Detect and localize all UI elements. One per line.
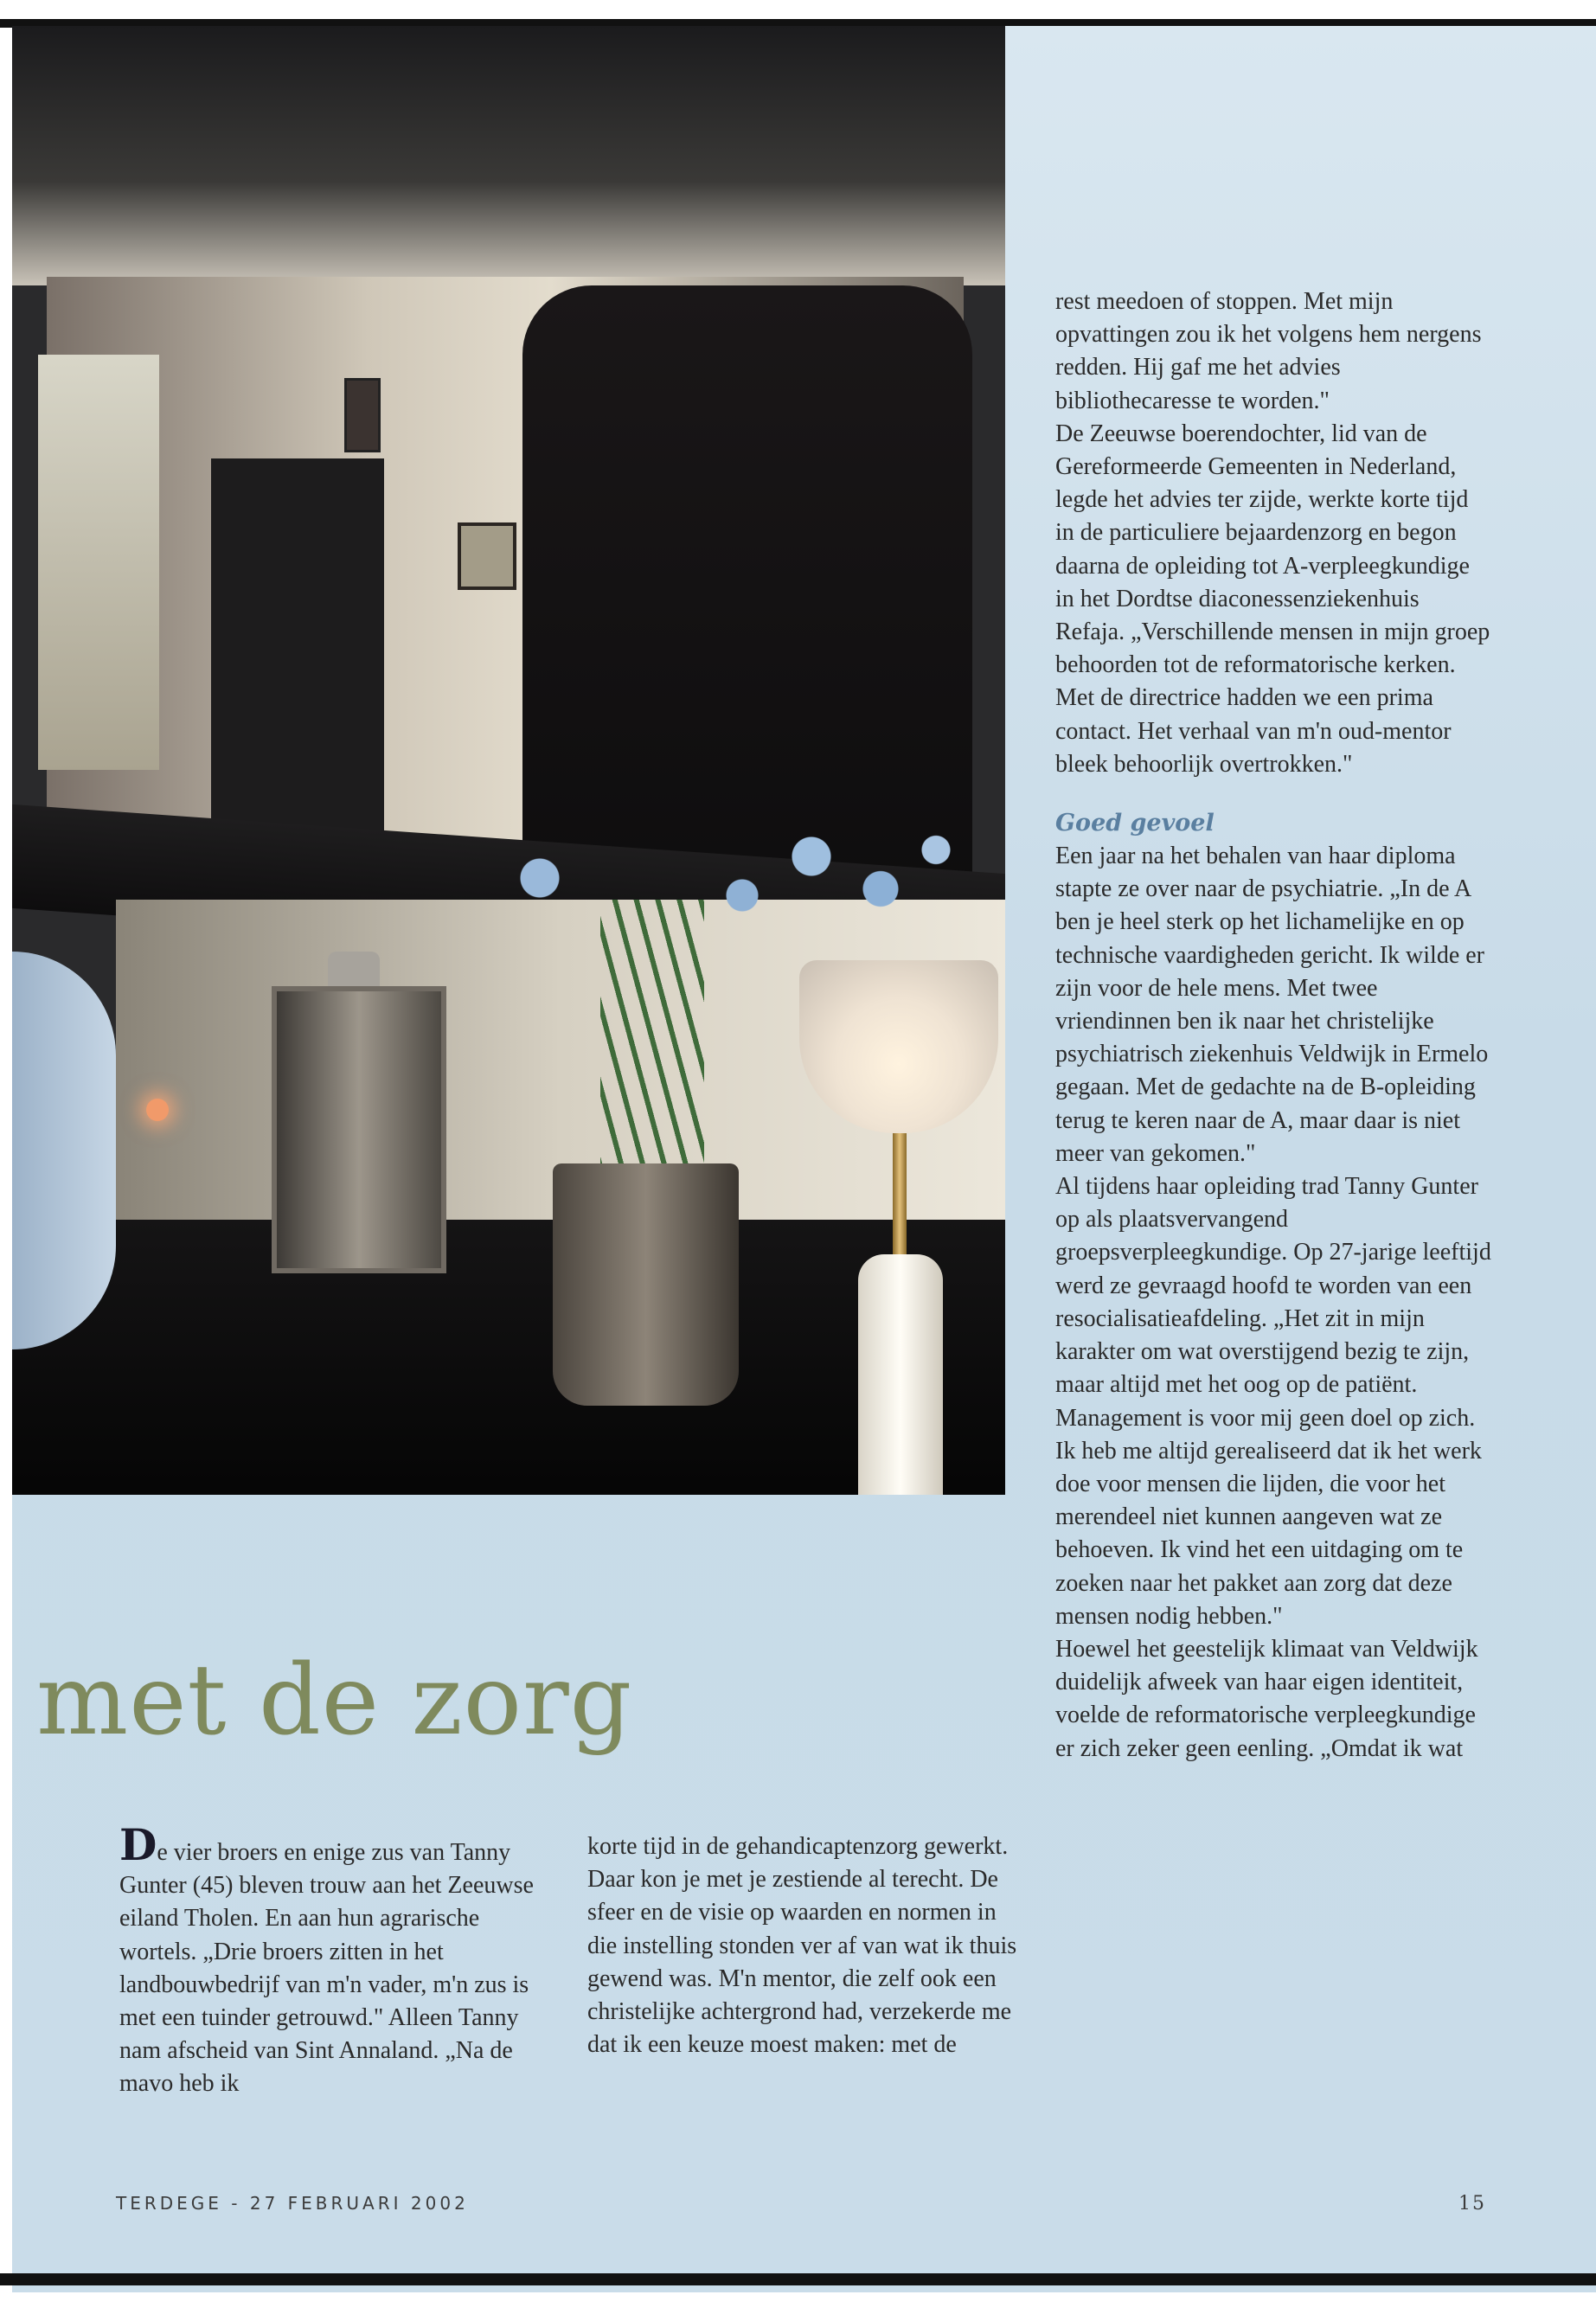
photo-ceiling [12, 26, 1005, 285]
section-subhead: Goed gevoel [1055, 810, 1215, 837]
photo-blue-flowers [488, 830, 592, 926]
paragraph: Hoewel het geestelijk klimaat van Veldwijk duidelijk afweek van haar eigen identiteit, voelde de reformatorische verpleegkundige er zich zeker geen eenling. „Omdat ik wat [1055, 1635, 1478, 1762]
photo-table [12, 1220, 1005, 1495]
column-1-text: e vier broers en enige zus van Tanny Gunter (45) bleven trouw aan het Zeeuwse eiland Tholen. En aan hun agrarische wortels. „Drie broers zitten in het landbouwbedrijf van m'n vader, m'n zus is met een tuinder getrouwd." Alleen Tanny nam afscheid van Sint Annaland. „Na de mavo heb ik [119, 1839, 534, 2098]
magazine-page [12, 26, 1596, 2292]
bottom-border-rule [0, 2273, 1596, 2285]
column-2-text: korte tijd in de gehandicaptenzorg gewerkt. Daar kon je met je zestiende al terecht. De sfeer en de visie op waarden en normen in die instelling stonden ver af van wat ik thuis gewend was. M'n mentor, die zelf ook een christelijke achtergrond had, verzekerde me dat ik een keuze moest maken: met de [587, 1833, 1017, 2059]
interior-photo [12, 26, 1005, 1495]
photo-lantern [272, 986, 446, 1273]
paragraph: De Zeeuwse boerendochter, lid van de Gereformeerde Gemeenten in Nederland, legde het advies ter zijde, werkte korte tijd in de particuliere bejaardenzorg en begon daarna de opleiding tot A-verpleegkundige in het Dordtse diaconessenziekenhuis Refaja. „Verschillende mensen in mijn groep behoorden tot de reformatorische kerken. Met de directrice hadden we een prima contact. Het verhaal van m'n oud-mentor bleek behoorlijk overtrokken." [1055, 420, 1490, 778]
photo-candle [146, 1099, 169, 1121]
drop-cap: D [119, 1819, 157, 1870]
photo-person-shoulder [12, 952, 116, 1349]
photo-blue-flowers [687, 817, 964, 947]
photo-glass-vase [553, 1163, 739, 1406]
photo-window [38, 355, 159, 770]
photo-wall-frame [344, 378, 381, 452]
article-headline: met de zorg [36, 1644, 633, 1757]
publication-footer: TERDEGE - 27 FEBRUARI 2002 [116, 2193, 469, 2214]
paragraph: rest meedoen of stoppen. Met mijn opvattingen zou ik het volgens hem nergens redden. Hij gaf me het advies bibliothecaresse te worden." [1055, 288, 1482, 414]
photo-lamp-base [858, 1254, 943, 1495]
photo-wall-frame [458, 522, 516, 590]
article-column-1 [119, 1819, 552, 2101]
article-column-3 [1055, 285, 1492, 1766]
article-column-2 [587, 1830, 1024, 2061]
paragraph: Al tijdens haar opleiding trad Tanny Gunter op als plaatsvervangend groepsverpleegkundige. Op 27-jarige leeftijd werd ze gevraagd hoofd te worden van een resocialisatieafdeling. „Het zit in mijn karakter om wat overstijgend bezig te zijn, maar altijd met het oog op de patiënt. Management is voor mij geen doel op zich. Ik heb me altijd gerealiseerd dat ik het werk doe voor mensen die lijden, die voor het merendeel niet kunnen aangeven wat ze behoeven. Ik vind het een uitdaging om te zoeken naar het pakket aan zorg dat deze mensen nodig hebben." [1055, 1173, 1491, 1630]
paragraph: Een jaar na het behalen van haar diploma stapte ze over naar de psychiatrie. „In de A ben je heel sterk op het lichamelijke en op technische vaardigheden gericht. Ik wilde er zijn voor de hele mens. Met twee vriendinnen ben ik naar het christelijke psychiatrisch ziekenhuis Veldwijk in Ermelo gegaan. Met de gedachte na de B-opleiding terug te keren naar de A, maar daar is niet meer van gekomen." [1055, 843, 1489, 1167]
page-number: 15 [1458, 2193, 1486, 2214]
